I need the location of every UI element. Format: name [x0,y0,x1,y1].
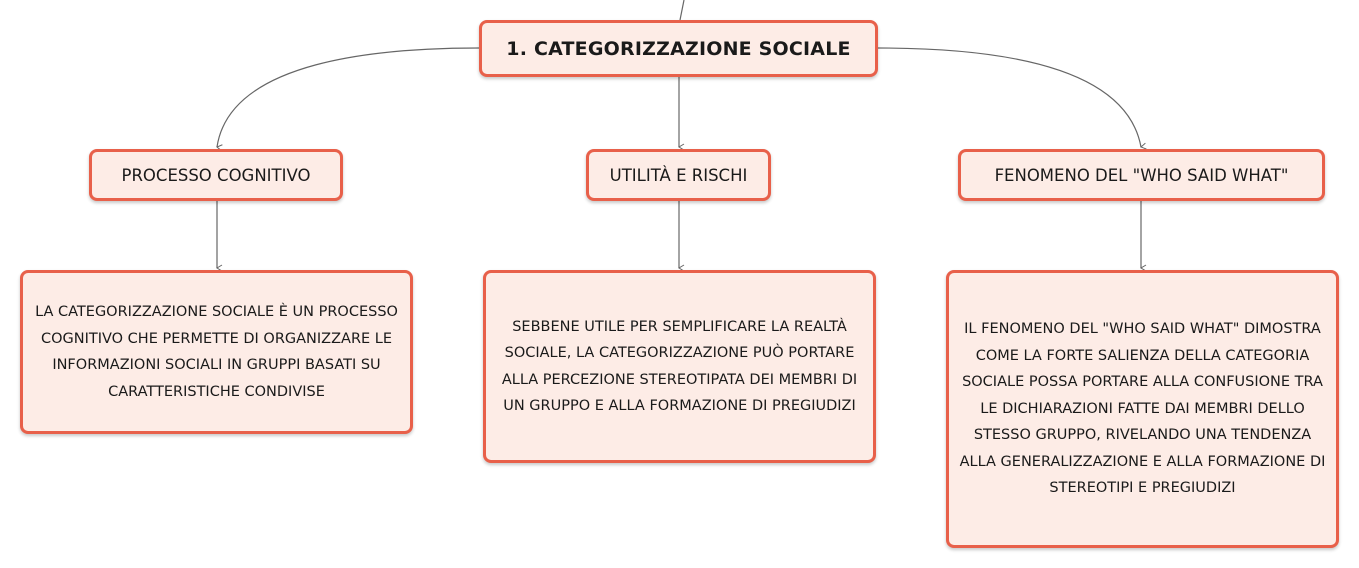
detail-node-who-said-what[interactable] [946,270,1339,548]
root-topic-node[interactable] [479,20,878,77]
connector-parent-to-root [680,0,684,20]
topic-node-processo-cognitivo[interactable] [89,149,343,201]
topic-node-who-said-what[interactable] [958,149,1325,201]
topic-label-utilita-e-rischi: UTILITÀ E RISCHI [609,165,748,185]
connector-root-to-processo-cognitivo [217,48,479,147]
detail-text-utilita-e-rischi: SEBBENE UTILE PER SEMPLIFICARE LA REALTÀ SOCIALE, LA CATEGORIZZAZIONE PUÒ PORTARE ALLA PERCEZIONE STEREOTIPATA DEI MEMBRI DI UN GRUPPO E ALLA FORMAZIONE DI PREGIUDIZI [501,318,858,414]
connector-root-to-who-said-what [878,48,1141,147]
topic-label-who-said-what: FENOMENO DEL "WHO SAID WHAT" [994,165,1289,185]
detail-node-utilita-e-rischi[interactable] [483,270,876,463]
topic-label-processo-cognitivo: PROCESSO COGNITIVO [121,165,311,185]
root-topic-label: 1. CATEGORIZZAZIONE SOCIALE [506,37,851,60]
detail-text-processo-cognitivo: LA CATEGORIZZAZIONE SOCIALE È UN PROCESSO COGNITIVO CHE PERMETTE DI ORGANIZZARE LE INFORMAZIONI SOCIALI IN GRUPPI BASATI SU CARATTERISTICHE CONDIVISE [35,304,398,400]
detail-text-who-said-what: IL FENOMENO DEL "WHO SAID WHAT" DIMOSTRA COME LA FORTE SALIENZA DELLA CATEGORIA SOCIALE POSSA PORTARE ALLA CONFUSIONE TRA LE DICHIARAZIONI FATTE DAI MEMBRI DELLO STESSO GRUPPO, RIVELANDO UNA TENDENZA ALLA GENERALIZZAZIONE E ALLA FORMAZIONE DI STEREOTIPI E PREGIUDIZI [959,321,1326,497]
detail-node-processo-cognitivo[interactable] [20,270,413,434]
topic-node-utilita-e-rischi[interactable] [586,149,771,201]
